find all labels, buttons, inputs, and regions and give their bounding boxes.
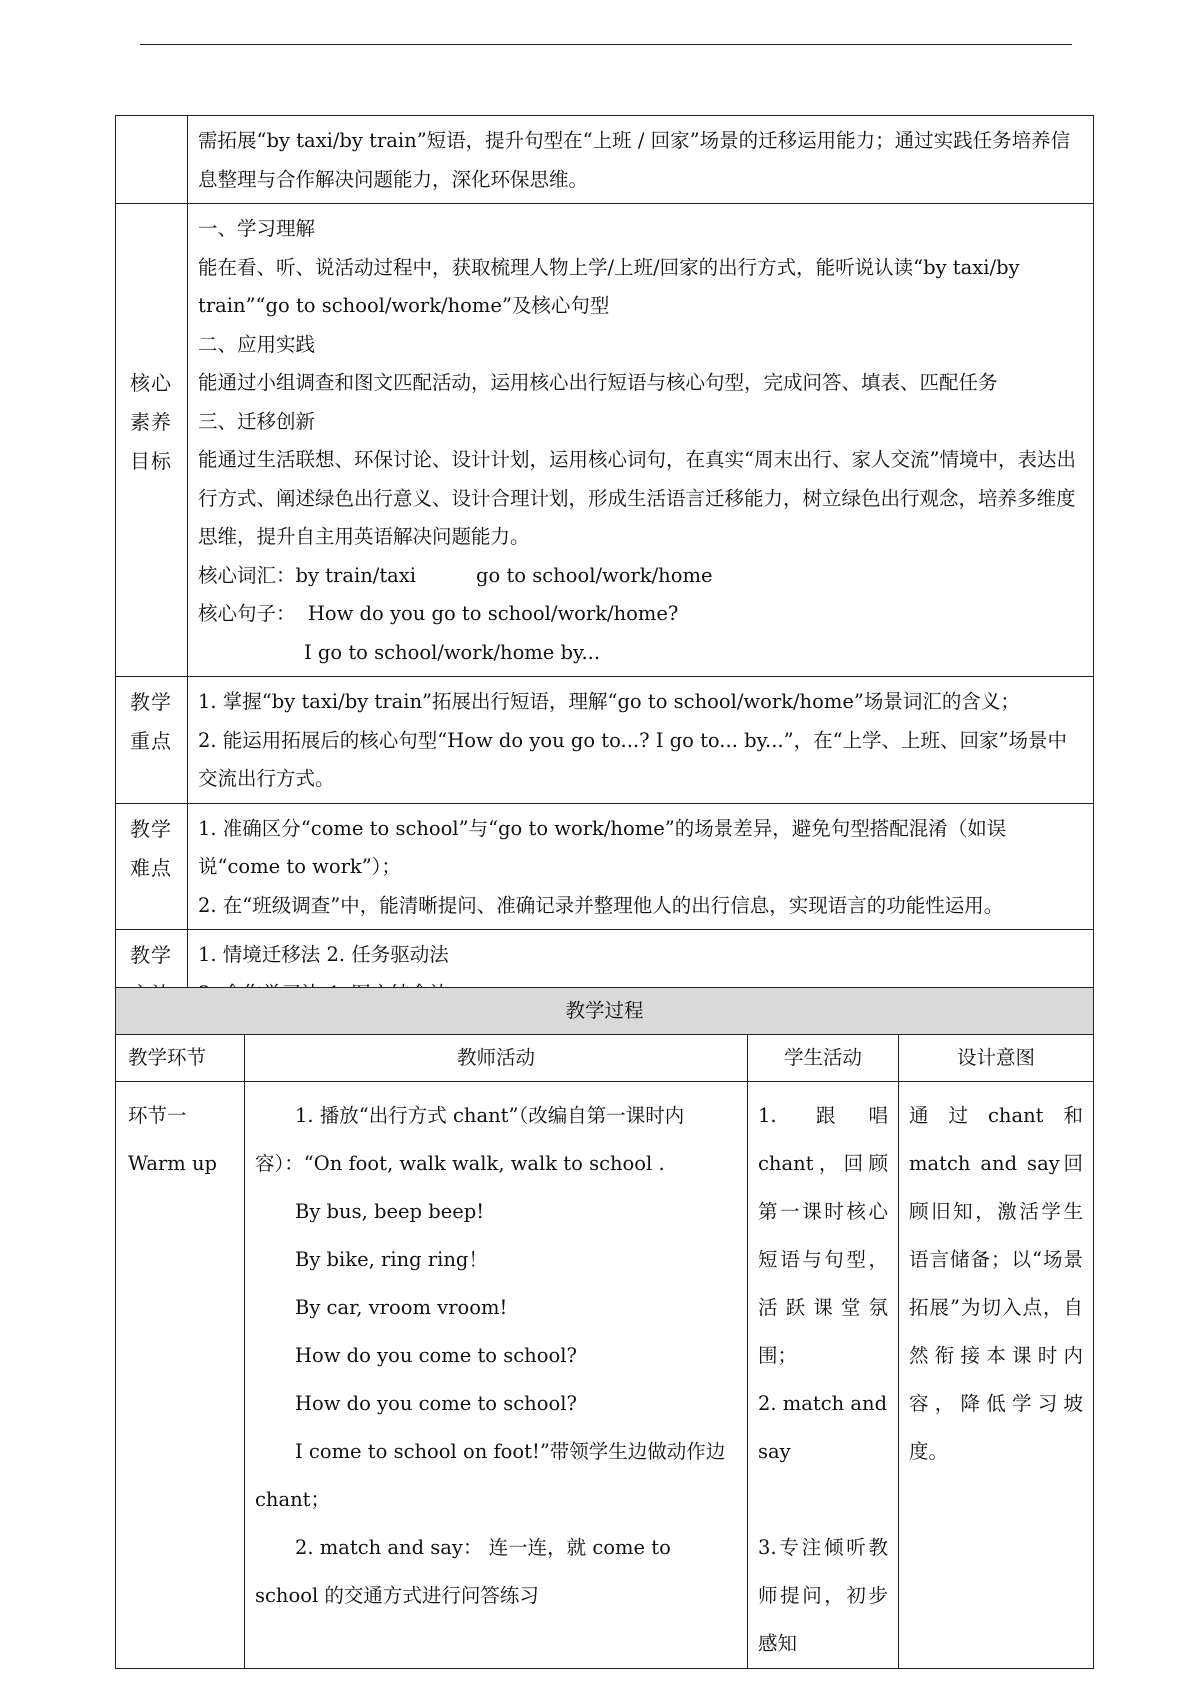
design-intent-cell xyxy=(899,1082,1094,1669)
teacher-step-1: 1. 播放“出行方式 chant”（改编自第一课时内容）：“On foot, walk walk, walk to school . xyxy=(255,1104,685,1175)
label-line: 目标 xyxy=(130,449,172,473)
table-row xyxy=(116,204,1094,677)
difficulties-content xyxy=(188,803,1094,930)
student-step-2: 2. match and say xyxy=(758,1392,888,1463)
column-header: 设计意图 xyxy=(899,1035,1094,1082)
difficulty-1: 1. 准确区分“come to school”与“go to work/home”的场景差异，避免句型搭配混淆（如误说“come to work”）； xyxy=(198,816,1007,878)
key-points-content xyxy=(188,677,1094,804)
table-row xyxy=(116,1082,1094,1669)
section-heading: 二、应用实践 xyxy=(198,332,316,356)
table-row xyxy=(116,677,1094,804)
stage-name: 环节一 xyxy=(128,1104,187,1127)
label-line: 核心 xyxy=(130,371,172,395)
core-vocab xyxy=(198,557,1083,596)
column-header: 教学环节 xyxy=(116,1035,245,1082)
table-row xyxy=(116,988,1094,1035)
design-intent-text: 通过chant和match and say回顾旧知，激活学生语言储备；以“场景拓展”为切入点，自然衔接本课时内容，降低学习坡度。 xyxy=(909,1104,1083,1463)
sentence-2: I go to school/work/home by... xyxy=(304,640,601,664)
header-rule xyxy=(140,44,1072,45)
label-line: 教学 xyxy=(130,816,172,841)
label-line: 教学 xyxy=(130,690,172,714)
teacher-step-2: 2. match and say： 连一连，就 come to school 的交通方式进行问答练习 xyxy=(255,1536,671,1607)
table-row xyxy=(116,116,1094,204)
column-header: 学生活动 xyxy=(748,1035,899,1082)
chant-line: How do you come to school? xyxy=(295,1344,577,1367)
table-row xyxy=(116,1035,1094,1082)
sentence-label: 核心句子： xyxy=(198,602,296,625)
key-points-label xyxy=(116,677,188,804)
extension-text: 需拓展“by taxi/by train”短语，提升句型在“上班 / 回家”场景的迁移运用能力；通过实践任务培养信息整理与合作解决问题能力，深化环保思维。 xyxy=(198,129,1071,191)
difficulty-2: 2. 在“班级调查”中，能清晰提问、准确记录并整理他人的出行信息，实现语言的功能性运用。 xyxy=(198,893,1004,917)
key-point-1: 1. 掌握“by taxi/by train”拓展出行短语，理解“go to school/work/home”场景词汇的含义； xyxy=(198,690,1020,713)
label-line: 重点 xyxy=(130,729,172,753)
column-header: 教师活动 xyxy=(245,1035,748,1082)
stage-cell xyxy=(116,1082,245,1669)
sentence-1: How do you go to school/work/home? xyxy=(307,602,679,625)
row-label-cell xyxy=(116,116,188,204)
student-activity-cell xyxy=(748,1082,899,1669)
section-text: 能通过生活联想、环保讨论、设计计划，运用核心词句，在真实“周末出行、家人交流”情境中，表达出行方式、阐述绿色出行意义、设计合理计划，形成生活语言迁移能力，树立绿色出行观念，培养多维度思维，提升自主用英语解决问题能力。 xyxy=(198,448,1076,548)
label-line: 素养 xyxy=(130,410,172,434)
extension-text-cell xyxy=(188,116,1094,204)
student-step-1: 1. 跟唱chant，回顾第一课时核心短语与句型，活跃课堂氛围； xyxy=(758,1104,888,1367)
chant-line: By bike, ring ring！ xyxy=(295,1248,488,1271)
teacher-activity-cell xyxy=(245,1082,748,1669)
label-line: 难点 xyxy=(130,855,172,880)
key-point-2: 2. 能运用拓展后的核心句型“How do you go to...? I go to... by...”，在“上学、上班、回家”场景中交流出行方式。 xyxy=(198,728,1068,790)
difficulties-label xyxy=(116,803,188,930)
chant-line: By car, vroom vroom! xyxy=(295,1296,508,1319)
objectives-label xyxy=(116,204,188,677)
chant-line: How do you come to school? xyxy=(295,1392,577,1415)
vocab-value: go to school/work/home xyxy=(476,563,713,587)
process-table xyxy=(115,987,1094,1669)
section-text: 能在看、听、说活动过程中，获取梳理人物上学/上班/回家的出行方式，能听说认读“by taxi/by train”“go to school/work/home”及核心句型 xyxy=(198,255,1020,317)
objectives-content xyxy=(188,204,1094,677)
process-title: 教学过程 xyxy=(116,988,1094,1035)
section-heading: 一、学习理解 xyxy=(198,217,316,240)
objectives-table xyxy=(115,115,1094,1018)
chant-last-line: I come to school on foot!”带领学生边做动作边chant； xyxy=(255,1440,726,1511)
core-sentence xyxy=(198,595,1083,634)
student-step-3: 3.专注倾听教师提问，初步感知 xyxy=(758,1536,888,1655)
vocab-label: 核心词汇：by train/taxi xyxy=(198,563,417,587)
stage-subname: Warm up xyxy=(128,1152,218,1175)
label-line: 教学 xyxy=(130,943,172,967)
chant-line: By bus, beep beep! xyxy=(295,1200,485,1223)
section-text: 能通过小组调查和图文匹配活动，运用核心出行短语与核心句型，完成问答、填表、匹配任务 xyxy=(198,371,998,394)
table-row xyxy=(116,803,1094,930)
section-heading: 三、迁移创新 xyxy=(198,409,316,433)
method-line-1: 1. 情境迁移法 2. 任务驱动法 xyxy=(198,943,449,966)
